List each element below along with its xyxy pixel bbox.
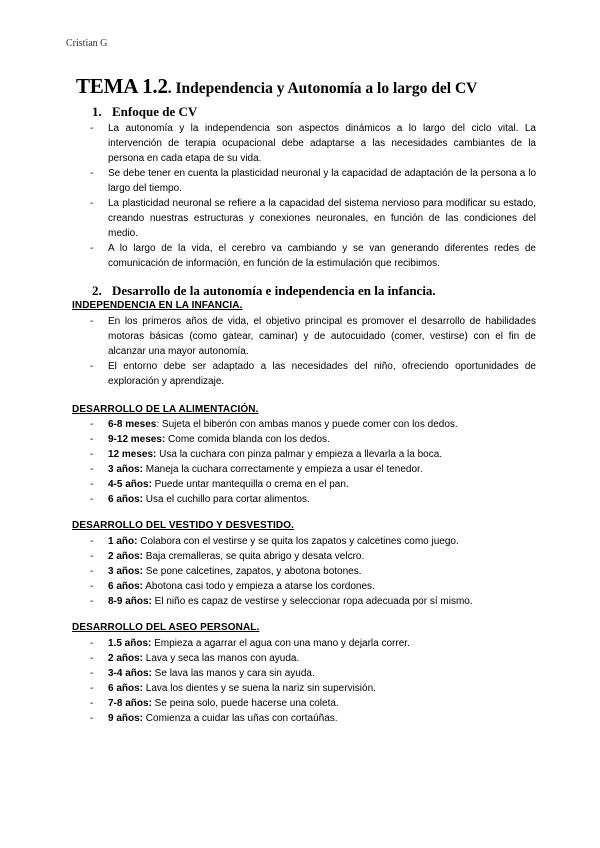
- list-item: - 9 años: Comienza a cuidar las uñas con cortaúñas.: [90, 711, 536, 726]
- list-item: - 6-8 meses: Sujeta el biberón con ambas manos y puede comer con los dedos.: [90, 417, 536, 432]
- list-item: - 6 años: Lava los dientes y se suena la nariz sin supervisión.: [90, 681, 536, 696]
- list-item: - 9-12 meses: Come comida blanda con los dedos.: [90, 432, 536, 447]
- page-title: [76, 74, 556, 101]
- list-item: - 3 años: Maneja la cuchara correctamente y empieza a usar el tenedor.: [90, 462, 536, 477]
- author-name: Cristian G: [66, 38, 108, 49]
- list-item: - En los primeros años de vida, el objetivo principal es promover el desarrollo de habilidades motoras básicas (como gatear, caminar) y de autocuidado (comer, vestirse) con el fin de alcanzar una mayor autonomía.: [90, 314, 536, 359]
- list-item: - 2 años: Baja cremalleras, se quita abrigo y desata velcro.: [90, 549, 536, 564]
- vestido-heading: DESARROLLO DEL VESTIDO Y DESVESTIDO.: [72, 520, 294, 531]
- section1-title: Enfoque de CV: [112, 104, 198, 119]
- list-item: - 12 meses: Usa la cuchara con pinza palmar y empieza a llevarla a la boca.: [90, 447, 536, 462]
- aseo-heading: DESARROLLO DEL ASEO PERSONAL.: [72, 622, 260, 633]
- list-item: - La autonomía y la independencia son aspectos dinámicos a lo largo del ciclo vital. La intervención de terapia ocupacional debe adaptarse a las necesidades cambiantes de la persona en cada etapa de su vida.: [90, 121, 536, 166]
- list-item: - 8-9 años: El niño es capaz de vestirse y seleccionar ropa adecuada por sí mismo.: [90, 594, 536, 609]
- list-item: - 6 años: Usa el cuchillo para cortar alimentos.: [90, 492, 536, 507]
- section1-heading: [92, 104, 197, 120]
- section2-title: Desarrollo de la autonomía e independencia en la infancia.: [112, 283, 436, 298]
- list-item: - La plasticidad neuronal se refiere a la capacidad del sistema nervioso para modificar su estado, creando nuestras estructuras y conexiones neuronales, en función de las condiciones del medio.: [90, 196, 536, 241]
- list-item: - 4-5 años: Puede untar mantequilla o crema en el pan.: [90, 477, 536, 492]
- section2-heading: [92, 283, 436, 299]
- list-item: - Se debe tener en cuenta la plasticidad neuronal y la capacidad de adaptación de la persona a lo largo del tiempo.: [90, 166, 536, 196]
- independencia-heading: INDEPENDENCIA EN LA INFANCIA.: [72, 300, 243, 311]
- aseo-list: [90, 636, 536, 726]
- alimentacion-list: [90, 417, 536, 507]
- list-item: - 1 año: Colabora con el vestirse y se quita los zapatos y calcetines como juego.: [90, 534, 536, 549]
- list-item: - A lo largo de la vida, el cerebro va cambiando y se van generando diferentes redes de comunicación de información, en función de la estimulación que recibimos.: [90, 241, 536, 271]
- list-item: - 1.5 años: Empieza a agarrar el agua con una mano y dejarla correr.: [90, 636, 536, 651]
- list-item: - 7-8 años: Se peina solo, puede hacerse una coleta.: [90, 696, 536, 711]
- title-rest: . Independencia y Autonomía a lo largo del CV: [167, 80, 478, 97]
- list-item: - 2 años: Lava y seca las manos con ayuda.: [90, 651, 536, 666]
- section1-bullets: [90, 121, 536, 271]
- list-item: - 3-4 años: Se lava las manos y cara sin ayuda.: [90, 666, 536, 681]
- alimentacion-heading: DESARROLLO DE LA ALIMENTACIÓN.: [72, 404, 259, 415]
- list-item: - El entorno debe ser adaptado a las necesidades del niño, ofreciendo oportunidades de exploración y aprendizaje.: [90, 359, 536, 389]
- vestido-list: [90, 534, 536, 609]
- section2-number: 2.: [92, 283, 102, 298]
- list-item: - 3 años: Se pone calcetines, zapatos, y abotona botones.: [90, 564, 536, 579]
- section1-number: 1.: [92, 104, 102, 119]
- independencia-bullets: [90, 314, 536, 389]
- title-main: TEMA 1.2: [76, 74, 168, 98]
- list-item: - 6 años: Abotona casi todo y empieza a atarse los cordones.: [90, 579, 536, 594]
